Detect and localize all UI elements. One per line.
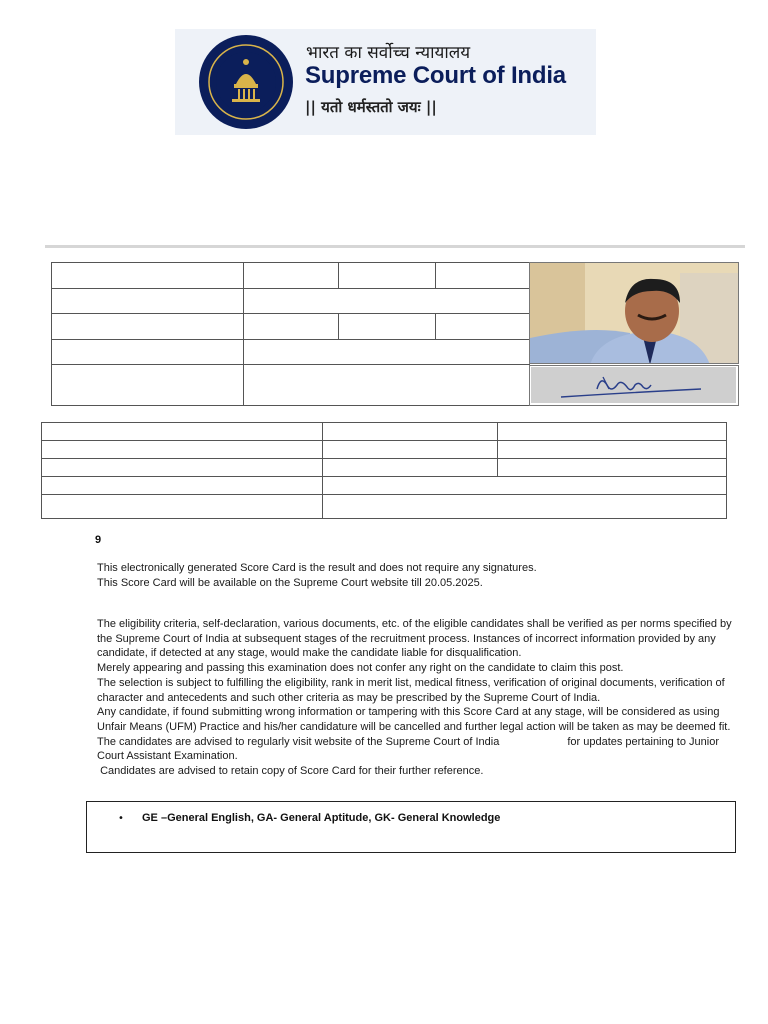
candidate-photo-image [530,263,739,364]
table-cell [42,477,323,495]
table-cell [498,459,727,477]
table-row [42,477,727,495]
table-cell [52,263,244,289]
table-row [52,365,530,406]
table-row [52,314,530,340]
table-row [52,340,530,365]
candidate-details-table [51,262,530,406]
table-cell [498,423,727,441]
supreme-court-emblem-icon [198,34,294,130]
eligibility-notes [97,617,737,779]
table-cell [42,459,323,477]
court-motto: || यतो धर्मस्ततो जयः || [305,98,437,116]
table-cell [323,459,498,477]
table-cell [244,289,530,314]
score-card-notice [97,561,737,590]
website-advice: The candidates are advised to regularly visit website of the Supreme Court of India [97,735,500,748]
table-cell [339,263,436,289]
court-name-hindi: भारत का सर्वोच्च न्यायालय [306,43,471,63]
table-cell [42,423,323,441]
table-cell [244,314,339,340]
signature-image [531,367,736,403]
candidate-signature [531,367,736,403]
table-cell [323,495,727,519]
table-row [42,423,727,441]
notice-line: This Score Card will be available on the Supreme Court website till 20.05.2025. [97,576,483,589]
divider [45,245,745,248]
table-cell [52,314,244,340]
candidate-photo [529,262,739,364]
note-paragraph: Any candidate, if found submitting wrong information or tampering with this Score Card at any stage, will be considered as using Unfair Means (UFM) Practice and his/her candidature will be cancelled and further legal action will be taken as may be deemed fit. [97,706,731,733]
table-cell [52,340,244,365]
table-cell [323,423,498,441]
note-paragraph: The eligibility criteria, self-declaration, various documents, etc. of the eligible candidates shall be verified as per norms specified by the Supreme Court of India at subsequent stages of the recruitment process. Instances of incorrect information provided by any candidate, if detected at any stage, would make the candidate liable for disqualification. [97,618,732,660]
abbreviation-legend: GE –General English, GA- General Aptitude, GK- General Knowledge [142,812,501,824]
table-row [42,459,727,477]
table-cell [436,263,530,289]
table-cell [244,263,339,289]
table-cell [52,289,244,314]
table-row [52,289,530,314]
table-cell [323,477,727,495]
court-name-english: Supreme Court of India [305,62,566,89]
table-row [42,441,727,459]
table-cell [244,340,530,365]
table-cell [244,365,530,406]
note-paragraph [97,735,737,764]
table-cell [339,314,436,340]
page-number: 9 [95,534,102,546]
note-paragraph [97,764,737,779]
table-cell [323,441,498,459]
table-cell [42,495,323,519]
bullet-icon: • [118,813,124,824]
table-cell [52,365,244,406]
table-cell [42,441,323,459]
note-paragraph: Merely appearing and passing this examination does not confer any right on the candidate to claim this post. [97,662,624,675]
marks-table [41,422,727,519]
note-paragraph: The selection is subject to fulfilling the eligibility, rank in merit list, medical fitness, verification of original documents, verification of character and antecedents and such other criteria as may be prescribed by the Supreme Court of India. [97,676,725,704]
table-row [42,495,727,519]
table-cell [498,441,727,459]
retain-copy-note: Candidates are advised to retain copy of Score Card for their further reference. [100,765,484,778]
website-advice-continued: for updates pertaining to Junior Court Assistant Examination. [97,735,719,763]
notice-line: This electronically generated Score Card is the result and does not require any signatures. [97,562,537,574]
abbreviation-box [86,801,736,853]
table-row [52,263,530,289]
table-cell [436,314,530,340]
